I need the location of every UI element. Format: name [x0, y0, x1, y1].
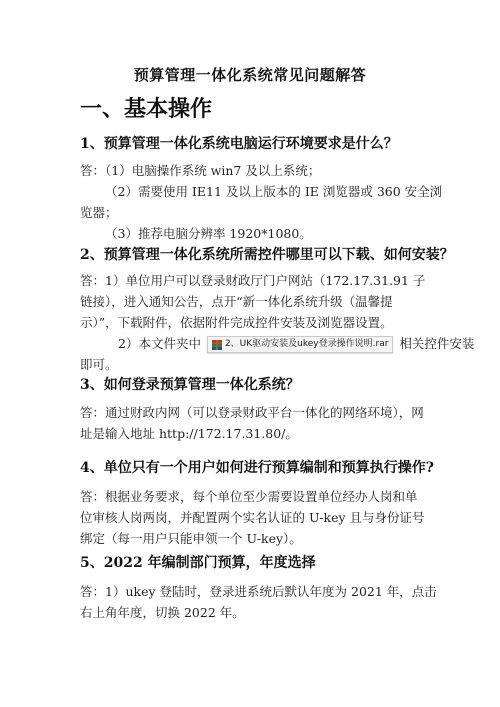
answer-4-line: 绑定（每一用户只能申领一个 U-key）。 — [80, 531, 302, 546]
rar-attachment-link[interactable] — [207, 336, 393, 353]
answer-2-line: 即可。 — [80, 357, 118, 372]
answer-2-line: 链接），进入通知公告，点开“新一体化系统升级（温馨提 — [80, 294, 393, 309]
answer-3-line: 址是输入地址 http://172.17.31.80/。 — [80, 426, 298, 441]
question-3-heading: 3、如何登录预算管理一体化系统？ — [80, 377, 300, 393]
question-4-heading: 4、单位只有一个用户如何进行预算编制和预算执行操作? — [80, 460, 434, 476]
answer-2 — [80, 270, 475, 375]
rar-archive-icon — [212, 340, 222, 350]
question-5-heading: 5、2022 年编制部门预算，年度选择 — [80, 555, 316, 571]
answer-1-line: 览器； — [80, 205, 118, 220]
answer-2-text: 2）本文件夹中 — [118, 336, 201, 351]
answer-5-line: 右上角年度，切换 2022 年。 — [80, 605, 245, 620]
section-heading-basic-operations: 一、基本操作 — [80, 96, 213, 122]
answer-1-line: （3）推荐电脑分辨率 1920*1080。 — [105, 226, 312, 241]
answer-1-line: （2）需要使用 IE11 及以上版本的 IE 浏览器或 360 安全浏 — [105, 184, 443, 199]
answer-5 — [80, 581, 437, 623]
question-1-heading: 1、预算管理一体化系统电脑运行环境要求是什么？ — [80, 136, 398, 152]
document-title: 预算管理一体化系统常见问题解答 — [133, 66, 367, 84]
answer-3-line: 答：通过财政内网（可以登录财政平台一体化的网络环境），网 — [80, 405, 424, 420]
answer-4-line: 答：根据业务要求，每个单位至少需要设置单位经办人岗和单 — [80, 489, 418, 504]
question-2-heading: 2、预算管理一体化系统所需控件哪里可以下载、如何安装？ — [80, 247, 454, 263]
answer-4 — [80, 486, 424, 549]
answer-1 — [80, 160, 443, 244]
answer-4-line: 位审核人岗两岗，并配置两个实名认证的 U-key 且与身份证号 — [80, 510, 425, 525]
answer-5-line: 答：1）ukey 登陆时，登录进系统后默认年度为 2021 年，点击 — [80, 584, 437, 599]
answer-1-line: 答：（1）电脑操作系统 win7 及以上系统； — [80, 163, 321, 178]
answer-2-line — [80, 333, 475, 354]
answer-2-line: 示）”，下载附件，依据附件完成控件安装及浏览器设置。 — [80, 315, 393, 330]
answer-2-line: 答：1）单位用户可以登录财政厅门户网站（172.17.31.91 子 — [80, 273, 426, 288]
answer-2-text: 相关控件安装 — [399, 336, 475, 351]
answer-3 — [80, 402, 424, 444]
attachment-filename: 2、UK驱动安装及ukey登录操作说明.rar — [224, 339, 389, 349]
